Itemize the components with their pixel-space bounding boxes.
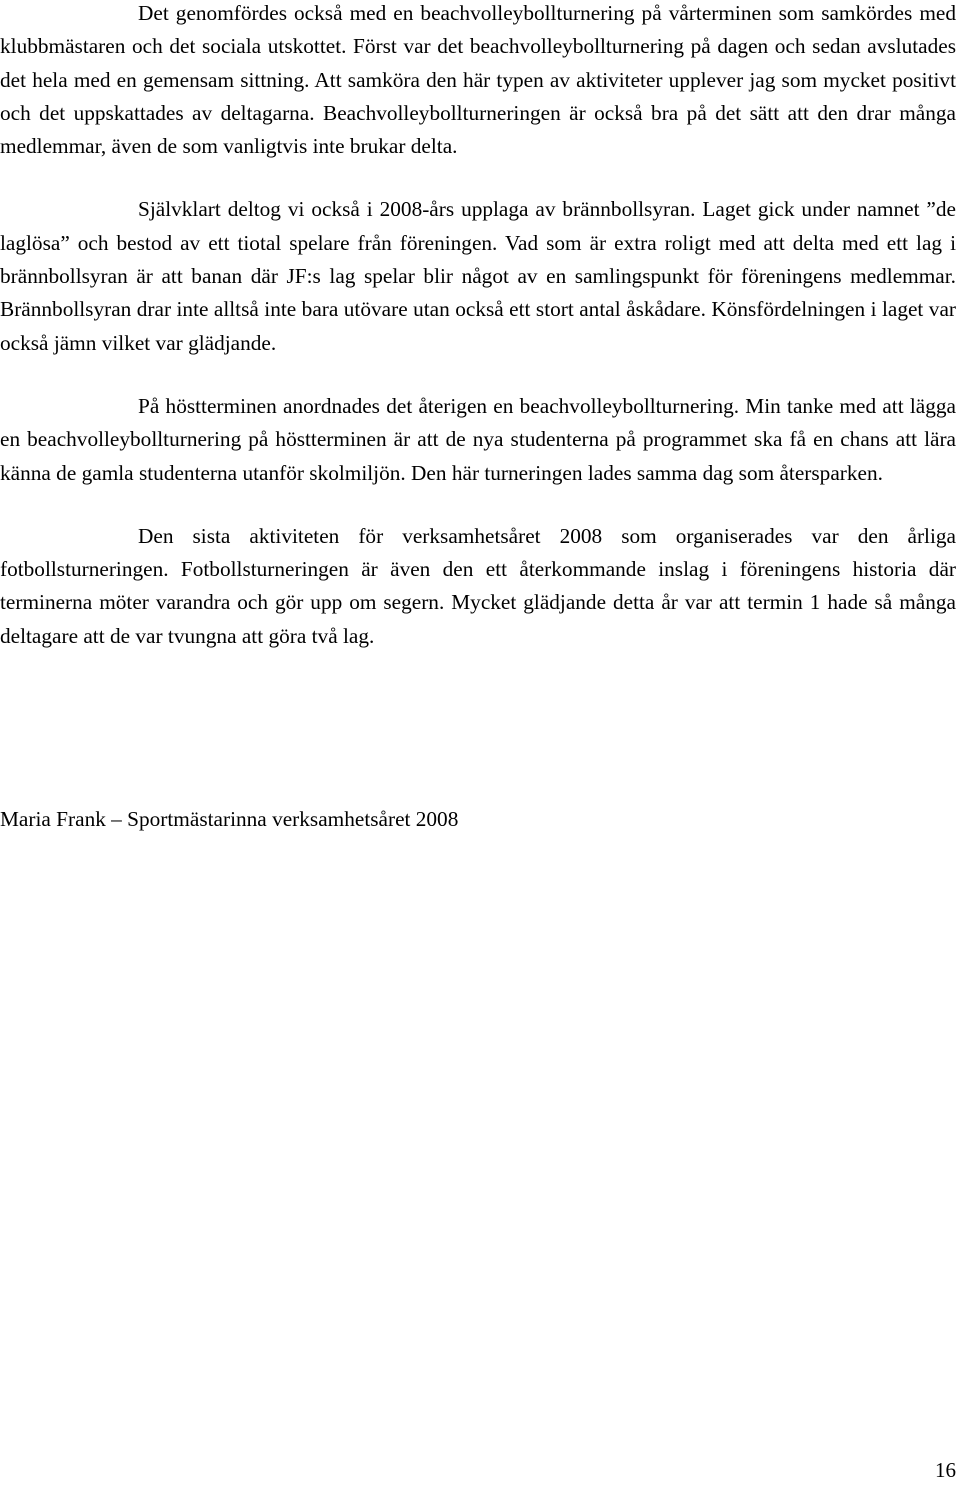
page-number: 16 bbox=[935, 1458, 956, 1482]
paragraph-brannbollsyran: Självklart deltog vi också i 2008-års upplaga av brännbollsyran. Laget gick under namnet ”de laglösa” och bestod av ett tiotal spelare från föreningen. Vad som är extra roligt med att delta med ett lag i brännbollsyran är att banan där JF:s lag spelar blir något av en samlingspunkt för föreningens medlemmar. Brännbollsyran drar inte alltså inte bara utövare utan också ett stort antal åskådare. Könsfördelningen i laget var också jämn vilket var glädjande. bbox=[0, 197, 956, 355]
signature-line: Maria Frank – Sportmästarinna verksamhetsåret 2008 bbox=[0, 807, 459, 831]
paragraph-fotbollsturnering: Den sista aktiviteten för verksamhetsåret 2008 som organiserades var den årliga fotbollsturneringen. Fotbollsturneringen är även den ett återkommande inslag i föreningens historia där terminerna möter varandra och gör upp om segern. Mycket glädjande detta år var att termin 1 hade så många deltagare att de var tvungna att göra två lag. bbox=[0, 523, 956, 648]
paragraph-beachvolleyboll-spring: Det genomfördes också med en beachvolleybollturnering på vårterminen som samkördes med klubbmästaren och det sociala utskottet. Först var det beachvolleybollturnering på dagen och sedan avslutades det hela med en gemensam sittning. Att samköra den här typen av aktiviteter upplever jag som mycket positivt och det uppskattades av deltagarna. Beachvolleybollturneringen är också bra på det sätt att den drar många medlemmar, även de som vanligtvis inte brukar delta. bbox=[0, 1, 956, 159]
paragraph-beachvolleyboll-autumn: På höstterminen anordnades det återigen en beachvolleybollturnering. Min tanke med att lägga en beachvolleybollturnering på höstterminen är att de nya studenterna på programmet ska få en chans att lära känna de gamla studenterna utanför skolmiljön. Den här turneringen lades samma dag som återsparken. bbox=[0, 393, 956, 485]
document-body bbox=[0, 0, 956, 653]
